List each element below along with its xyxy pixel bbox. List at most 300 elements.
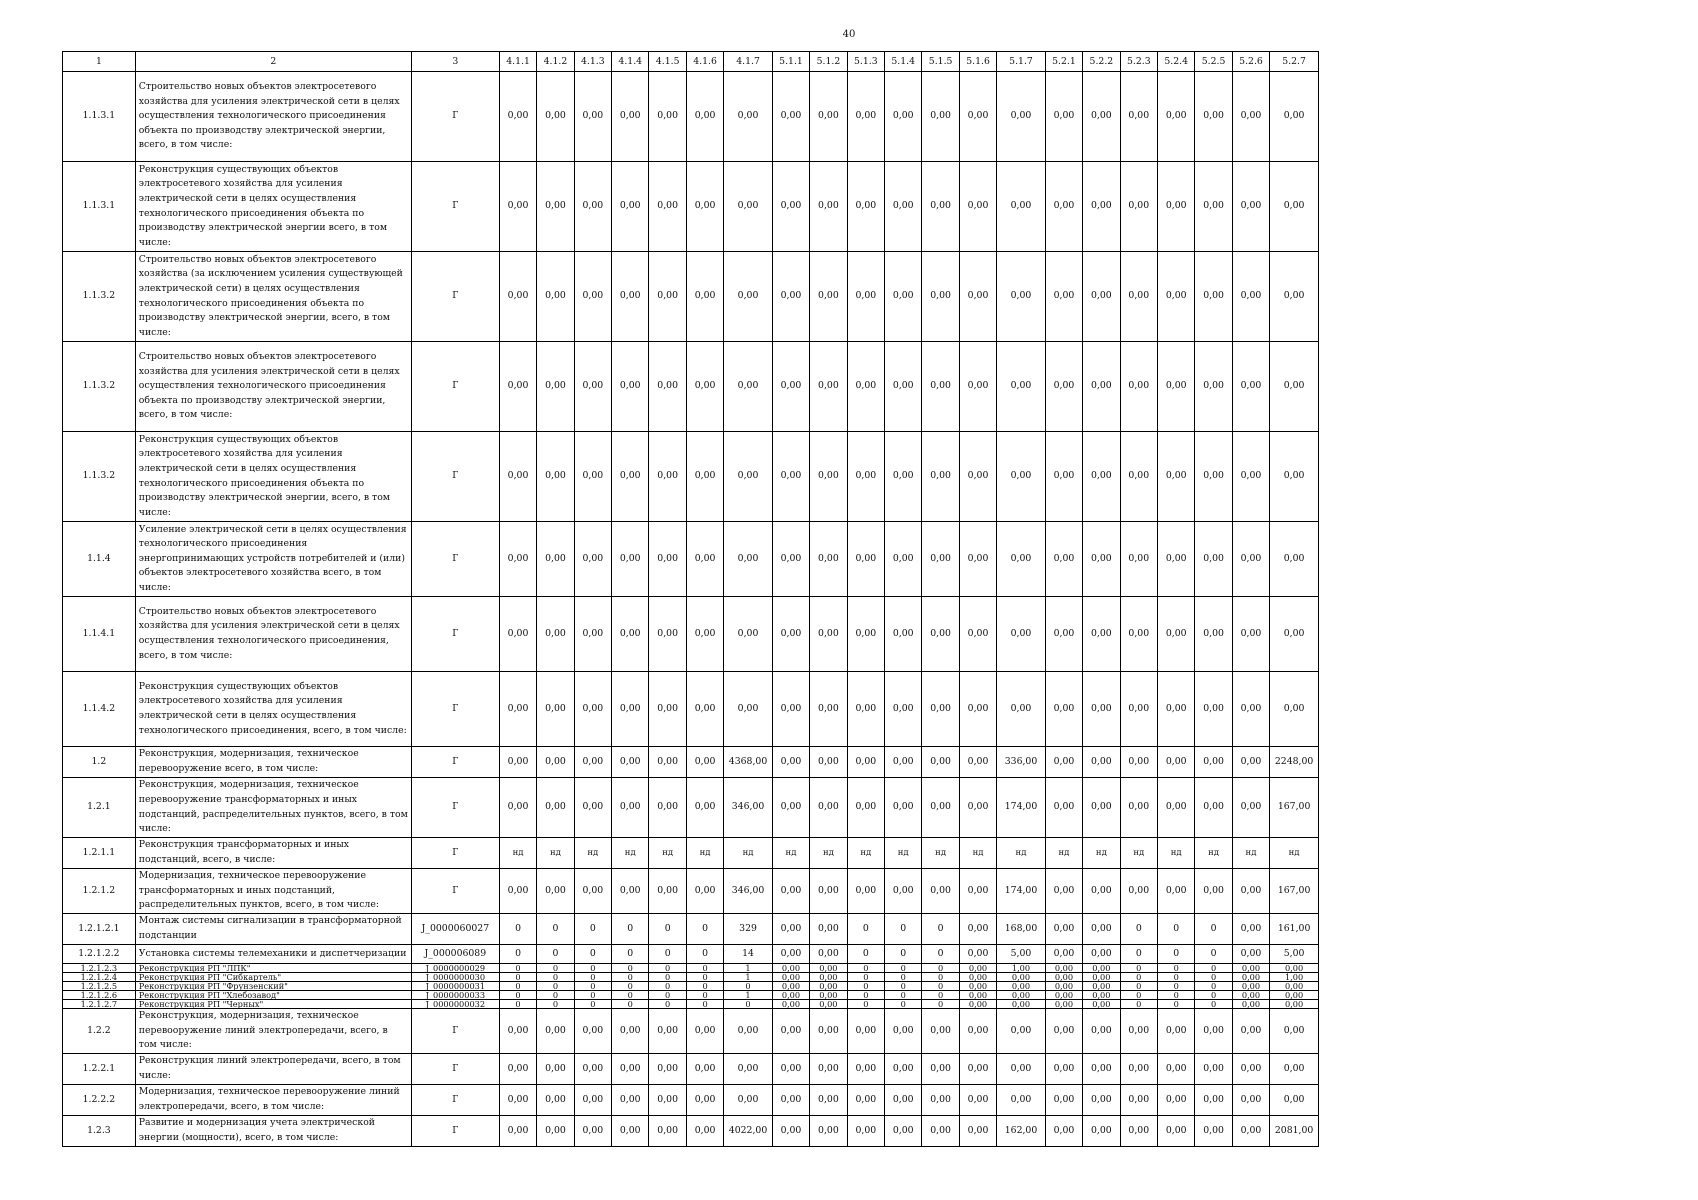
value-cell: 0,00 [1270, 522, 1319, 597]
table-row [63, 522, 1319, 597]
header-cell: 5.1.1 [772, 52, 809, 72]
value-cell: 0,00 [686, 432, 723, 522]
value-cell: 0,00 [772, 252, 809, 342]
code-cell: Г [411, 1054, 499, 1085]
value-cell: 0,00 [772, 991, 809, 1000]
value-cell: 0,00 [724, 672, 773, 747]
value-cell: 346,00 [724, 778, 773, 838]
row-number-cell: 1.2 [63, 747, 136, 778]
row-number-cell: 1.2.1.2.3 [63, 964, 136, 973]
value-cell: 0 [686, 1000, 723, 1009]
value-cell: 0 [1157, 991, 1194, 1000]
value-cell: 0,00 [1270, 1054, 1319, 1085]
value-cell: 0 [922, 982, 959, 991]
value-cell: 0,00 [612, 432, 649, 522]
value-cell: 0 [649, 914, 686, 945]
description-cell: Усиление электрической сети в целях осуществления технологического присоединения энергопринимающих устройств потребителей и (или) объектов электросетевого хозяйства всего, в том числе: [135, 522, 411, 597]
code-cell: Г [411, 778, 499, 838]
value-cell: 0,00 [772, 342, 809, 432]
description-cell: Строительство новых объектов электросетевого хозяйства для усиления электрической сети в целях осуществления технологического присоединения объекта по производству электрической энергии, всего, в том числе: [135, 72, 411, 162]
value-cell: 0,00 [1045, 1000, 1082, 1009]
value-cell: 0,00 [649, 747, 686, 778]
value-cell: 0,00 [537, 747, 574, 778]
value-cell: 0,00 [959, 522, 996, 597]
value-cell: 0,00 [1232, 945, 1269, 964]
value-cell: 0,00 [997, 672, 1046, 747]
value-cell: 0,00 [1157, 522, 1194, 597]
value-cell: 0,00 [537, 869, 574, 914]
value-cell: 0,00 [810, 964, 847, 973]
value-cell: 0,00 [537, 522, 574, 597]
value-cell: 0 [1120, 991, 1157, 1000]
value-cell: 329 [724, 914, 773, 945]
code-cell: Г [411, 522, 499, 597]
value-cell: 0,00 [649, 672, 686, 747]
value-cell: 0 [649, 982, 686, 991]
value-cell: 0,00 [724, 72, 773, 162]
row-number-cell: 1.2.2 [63, 1009, 136, 1054]
value-cell: 0,00 [922, 869, 959, 914]
value-cell: 0,00 [574, 252, 611, 342]
value-cell: 0,00 [922, 1009, 959, 1054]
value-cell: 0,00 [1195, 162, 1232, 252]
value-cell: 0,00 [959, 342, 996, 432]
value-cell: 0 [537, 964, 574, 973]
value-cell: 0 [686, 973, 723, 982]
row-number-cell: 1.2.1.2.1 [63, 914, 136, 945]
header-cell: 4.1.3 [574, 52, 611, 72]
value-cell: 0,00 [772, 1000, 809, 1009]
value-cell: 0,00 [997, 991, 1046, 1000]
value-cell: 0,00 [686, 778, 723, 838]
value-cell: 0,00 [772, 672, 809, 747]
header-cell: 5.2.5 [1195, 52, 1232, 72]
value-cell: 0,00 [537, 72, 574, 162]
value-cell: 0,00 [922, 747, 959, 778]
value-cell: 0,00 [772, 1116, 809, 1147]
row-number-cell: 1.2.1.2.4 [63, 973, 136, 982]
value-cell: 0,00 [612, 342, 649, 432]
value-cell: 0 [574, 914, 611, 945]
value-cell: 167,00 [1270, 778, 1319, 838]
row-number-cell: 1.2.2.1 [63, 1054, 136, 1085]
value-cell: 0,00 [1120, 1085, 1157, 1116]
value-cell: 0,00 [772, 945, 809, 964]
page-number: 40 [842, 29, 856, 40]
value-cell: 0,00 [810, 522, 847, 597]
value-cell: 0,00 [1157, 342, 1194, 432]
value-cell: 0,00 [612, 597, 649, 672]
value-cell: 0,00 [686, 522, 723, 597]
value-cell: 0,00 [922, 432, 959, 522]
code-cell: J_0000000031 [411, 982, 499, 991]
value-cell: 0,00 [810, 162, 847, 252]
value-cell: 0,00 [1232, 869, 1269, 914]
value-cell: 0,00 [1232, 982, 1269, 991]
row-number-cell: 1.2.1.2.5 [63, 982, 136, 991]
value-cell: 0 [612, 945, 649, 964]
value-cell: 0,00 [997, 973, 1046, 982]
value-cell: 0 [1195, 964, 1232, 973]
value-cell: 0 [612, 1000, 649, 1009]
value-cell: 0,00 [997, 597, 1046, 672]
value-cell: 0,00 [1232, 747, 1269, 778]
value-cell: 0,00 [649, 432, 686, 522]
value-cell: 0 [1120, 964, 1157, 973]
value-cell: 0,00 [724, 1009, 773, 1054]
value-cell: 0,00 [574, 162, 611, 252]
value-cell: 0 [922, 914, 959, 945]
value-cell: 0,00 [997, 162, 1046, 252]
value-cell: 0,00 [959, 432, 996, 522]
value-cell: 0,00 [574, 72, 611, 162]
value-cell: 0,00 [959, 1054, 996, 1085]
description-cell: Реконструкция существующих объектов электросетевого хозяйства для усиления электрической сети в целях осуществления технологического присоединения объекта по производству электрической энергии всего, в том числе: [135, 162, 411, 252]
value-cell: 0,00 [612, 869, 649, 914]
value-cell: 0,00 [772, 869, 809, 914]
value-cell: 0,00 [499, 1085, 536, 1116]
table-row [63, 973, 1319, 982]
table-row [63, 342, 1319, 432]
value-cell: 0,00 [612, 1054, 649, 1085]
header-cell: 5.2.6 [1232, 52, 1269, 72]
value-cell: 0,00 [1157, 432, 1194, 522]
value-cell: 0,00 [574, 672, 611, 747]
value-cell: 0 [885, 945, 922, 964]
header-cell: 5.1.5 [922, 52, 959, 72]
header-cell: 5.2.7 [1270, 52, 1319, 72]
value-cell: 0,00 [1157, 869, 1194, 914]
value-cell: 0,00 [724, 1085, 773, 1116]
value-cell: 0,00 [574, 432, 611, 522]
code-cell: J_0000000032 [411, 1000, 499, 1009]
value-cell: 0 [686, 982, 723, 991]
value-cell: нд [1083, 838, 1120, 869]
value-cell: 0,00 [885, 1085, 922, 1116]
value-cell: 0,00 [885, 1009, 922, 1054]
value-cell: 0,00 [997, 252, 1046, 342]
value-cell: 0,00 [810, 72, 847, 162]
value-cell: 0,00 [1232, 991, 1269, 1000]
value-cell: 14 [724, 945, 773, 964]
value-cell: 0 [537, 914, 574, 945]
value-cell: 0,00 [772, 964, 809, 973]
value-cell: 0,00 [847, 1009, 884, 1054]
value-cell: 0,00 [537, 1009, 574, 1054]
value-cell: нд [686, 838, 723, 869]
value-cell: 0,00 [1232, 672, 1269, 747]
header-cell: 5.2.3 [1120, 52, 1157, 72]
value-cell: 0 [922, 945, 959, 964]
value-cell: 0,00 [1270, 72, 1319, 162]
value-cell: 0 [1157, 945, 1194, 964]
value-cell: 0,00 [1195, 1009, 1232, 1054]
value-cell: 0 [612, 964, 649, 973]
value-cell: 0,00 [885, 162, 922, 252]
table-row [63, 432, 1319, 522]
value-cell: 0,00 [959, 778, 996, 838]
value-cell: 1,00 [997, 964, 1046, 973]
value-cell: 0 [499, 964, 536, 973]
value-cell: 0,00 [847, 1054, 884, 1085]
value-cell: 0,00 [810, 597, 847, 672]
value-cell: 0,00 [1120, 672, 1157, 747]
value-cell: 0,00 [612, 778, 649, 838]
value-cell: 0,00 [959, 672, 996, 747]
value-cell: 0,00 [885, 747, 922, 778]
value-cell: 0,00 [1157, 1054, 1194, 1085]
value-cell: 0,00 [1270, 964, 1319, 973]
value-cell: 1 [724, 964, 773, 973]
value-cell: 0 [649, 964, 686, 973]
value-cell: 0 [612, 991, 649, 1000]
value-cell: 162,00 [997, 1116, 1046, 1147]
value-cell: 0,00 [1045, 1116, 1082, 1147]
value-cell: 0,00 [649, 162, 686, 252]
value-cell: 0,00 [649, 252, 686, 342]
value-cell: 0,00 [885, 522, 922, 597]
value-cell: 0,00 [959, 597, 996, 672]
value-cell: 0,00 [1083, 162, 1120, 252]
value-cell: 0,00 [499, 252, 536, 342]
value-cell: 0,00 [537, 778, 574, 838]
value-cell: 0,00 [1120, 778, 1157, 838]
value-cell: 0 [1157, 964, 1194, 973]
description-cell: Реконструкция РП "Хлебозавод" [135, 991, 411, 1000]
description-cell: Реконструкция, модернизация, техническое перевооружение всего, в том числе: [135, 747, 411, 778]
value-cell: 0 [686, 964, 723, 973]
value-cell: 0,00 [1045, 672, 1082, 747]
value-cell: 0,00 [1120, 1009, 1157, 1054]
value-cell: 0,00 [1232, 964, 1269, 973]
value-cell: 0,00 [810, 747, 847, 778]
value-cell: 0,00 [1045, 945, 1082, 964]
value-cell: 0,00 [649, 72, 686, 162]
value-cell: 0,00 [612, 162, 649, 252]
row-number-cell: 1.2.1.2.6 [63, 991, 136, 1000]
value-cell: 0,00 [1120, 342, 1157, 432]
value-cell: 0 [1120, 982, 1157, 991]
value-cell: 0,00 [1083, 1000, 1120, 1009]
description-cell: Модернизация, техническое перевооружение трансформаторных и иных подстанций, распределительных пунктов, всего, в том числе: [135, 869, 411, 914]
row-number-cell: 1.2.1.1 [63, 838, 136, 869]
value-cell: 0,00 [1195, 432, 1232, 522]
row-number-cell: 1.1.4.1 [63, 597, 136, 672]
value-cell: 0,00 [1270, 991, 1319, 1000]
value-cell: 0,00 [537, 1085, 574, 1116]
value-cell: 0 [1195, 945, 1232, 964]
value-cell: 0,00 [959, 914, 996, 945]
value-cell: 0,00 [847, 432, 884, 522]
value-cell: 0,00 [1195, 672, 1232, 747]
value-cell: 0,00 [1083, 342, 1120, 432]
value-cell: 174,00 [997, 778, 1046, 838]
value-cell: 0,00 [1270, 432, 1319, 522]
value-cell: 0,00 [1083, 1054, 1120, 1085]
value-cell: 0,00 [1157, 72, 1194, 162]
value-cell: 0,00 [686, 1116, 723, 1147]
value-cell: 0,00 [1083, 914, 1120, 945]
value-cell: 0,00 [1083, 991, 1120, 1000]
value-cell: 0,00 [772, 72, 809, 162]
value-cell: 0,00 [772, 1085, 809, 1116]
value-cell: 0,00 [649, 1085, 686, 1116]
value-cell: 0 [724, 982, 773, 991]
description-cell: Строительство новых объектов электросетевого хозяйства для усиления электрической сети в целях осуществления технологического присоединения объекта по производству электрической энергии, всего, в том числе: [135, 342, 411, 432]
value-cell: 0,00 [537, 432, 574, 522]
value-cell: 0,00 [1157, 597, 1194, 672]
value-cell: 0 [574, 973, 611, 982]
value-cell: 0,00 [1045, 778, 1082, 838]
value-cell: 0,00 [537, 162, 574, 252]
value-cell: 0,00 [959, 973, 996, 982]
value-cell: 0,00 [1045, 252, 1082, 342]
value-cell: 0,00 [1232, 1085, 1269, 1116]
value-cell: 0 [686, 945, 723, 964]
value-cell: 0 [1195, 991, 1232, 1000]
row-number-cell: 1.1.3.1 [63, 162, 136, 252]
code-cell: Г [411, 1085, 499, 1116]
value-cell: 0,00 [574, 1054, 611, 1085]
header-cell: 4.1.4 [612, 52, 649, 72]
table-row [63, 838, 1319, 869]
value-cell: 0,00 [959, 991, 996, 1000]
value-cell: 0 [847, 982, 884, 991]
value-cell: 0,00 [649, 869, 686, 914]
value-cell: 0 [1157, 1000, 1194, 1009]
table-row [63, 1054, 1319, 1085]
table-body [63, 52, 1319, 1147]
row-number-cell: 1.2.1 [63, 778, 136, 838]
value-cell: 0 [574, 991, 611, 1000]
value-cell: 0 [847, 945, 884, 964]
value-cell: 0 [922, 991, 959, 1000]
value-cell: 0,00 [499, 432, 536, 522]
table-row [63, 869, 1319, 914]
value-cell: 0,00 [1120, 597, 1157, 672]
value-cell: 0,00 [686, 597, 723, 672]
value-cell: 0 [499, 973, 536, 982]
value-cell: 0,00 [1045, 869, 1082, 914]
value-cell: 0 [922, 1000, 959, 1009]
value-cell: 0,00 [612, 252, 649, 342]
value-cell: 0,00 [885, 72, 922, 162]
value-cell: 0 [1120, 973, 1157, 982]
value-cell: 0 [1195, 914, 1232, 945]
value-cell: 0,00 [1157, 1085, 1194, 1116]
value-cell: 0,00 [885, 869, 922, 914]
value-cell: 0 [537, 945, 574, 964]
header-cell: 4.1.5 [649, 52, 686, 72]
value-cell: 0,00 [1083, 869, 1120, 914]
header-cell: 5.1.6 [959, 52, 996, 72]
table-row [63, 72, 1319, 162]
code-cell: J_0000060027 [411, 914, 499, 945]
value-cell: 0,00 [537, 1054, 574, 1085]
value-cell: 0,00 [1232, 252, 1269, 342]
value-cell: 0,00 [810, 945, 847, 964]
value-cell: 0,00 [1157, 1116, 1194, 1147]
value-cell: 0,00 [885, 778, 922, 838]
value-cell: 0,00 [922, 342, 959, 432]
value-cell: 0,00 [772, 1054, 809, 1085]
description-cell: Развитие и модернизация учета электрической энергии (мощности), всего, в том числе: [135, 1116, 411, 1147]
description-cell: Строительство новых объектов электросетевого хозяйства для усиления электрической сети в целях осуществления технологического присоединения, всего, в том числе: [135, 597, 411, 672]
value-cell: 0,00 [1195, 522, 1232, 597]
value-cell: нд [1195, 838, 1232, 869]
value-cell: 0,00 [847, 1116, 884, 1147]
value-cell: 0 [574, 1000, 611, 1009]
value-cell: 0,00 [772, 432, 809, 522]
value-cell: 0,00 [810, 1000, 847, 1009]
value-cell: 0,00 [1270, 252, 1319, 342]
header-cell: 5.2.2 [1083, 52, 1120, 72]
value-cell: 0,00 [810, 778, 847, 838]
value-cell: 0,00 [1045, 72, 1082, 162]
value-cell: 0,00 [1045, 597, 1082, 672]
value-cell: 0 [847, 991, 884, 1000]
value-cell: 0,00 [1120, 522, 1157, 597]
value-cell: нд [612, 838, 649, 869]
value-cell: 0,00 [537, 597, 574, 672]
value-cell: 0,00 [1232, 342, 1269, 432]
value-cell: 1 [724, 973, 773, 982]
value-cell: 0,00 [1195, 1085, 1232, 1116]
code-cell: Г [411, 672, 499, 747]
value-cell: 0,00 [922, 672, 959, 747]
row-number-cell: 1.1.3.2 [63, 252, 136, 342]
row-number-cell: 1.2.2.2 [63, 1085, 136, 1116]
value-cell: 0,00 [574, 597, 611, 672]
value-cell: 0,00 [724, 342, 773, 432]
value-cell: 0,00 [847, 747, 884, 778]
value-cell: 0,00 [1045, 982, 1082, 991]
value-cell: 0,00 [1270, 672, 1319, 747]
header-cell: 5.1.7 [997, 52, 1046, 72]
value-cell: 0,00 [1045, 342, 1082, 432]
value-cell: 0,00 [649, 1009, 686, 1054]
description-cell: Модернизация, техническое перевооружение линий электропередачи, всего, в том числе: [135, 1085, 411, 1116]
code-cell: Г [411, 432, 499, 522]
value-cell: нд [847, 838, 884, 869]
table-row [63, 747, 1319, 778]
code-cell: J_000006089 [411, 945, 499, 964]
value-cell: 0,00 [724, 1054, 773, 1085]
value-cell: 0,00 [1120, 869, 1157, 914]
table-row [63, 1116, 1319, 1147]
value-cell: 0,00 [997, 432, 1046, 522]
value-cell: 4022,00 [724, 1116, 773, 1147]
table-row [63, 252, 1319, 342]
value-cell: 0,00 [649, 1054, 686, 1085]
value-cell: 0,00 [1083, 973, 1120, 982]
value-cell: 0,00 [810, 432, 847, 522]
header-cell: 2 [135, 52, 411, 72]
value-cell: 0 [1195, 982, 1232, 991]
header-cell: 5.1.3 [847, 52, 884, 72]
table-row [63, 991, 1319, 1000]
header-cell: 3 [411, 52, 499, 72]
value-cell: 0 [686, 914, 723, 945]
value-cell: 0,00 [959, 945, 996, 964]
value-cell: 5,00 [1270, 945, 1319, 964]
row-number-cell: 1.2.1.2.7 [63, 1000, 136, 1009]
value-cell: 0,00 [997, 1000, 1046, 1009]
value-cell: 0,00 [1232, 72, 1269, 162]
code-cell: J_0000000030 [411, 973, 499, 982]
value-cell: 0,00 [574, 1116, 611, 1147]
value-cell: 0,00 [847, 1085, 884, 1116]
